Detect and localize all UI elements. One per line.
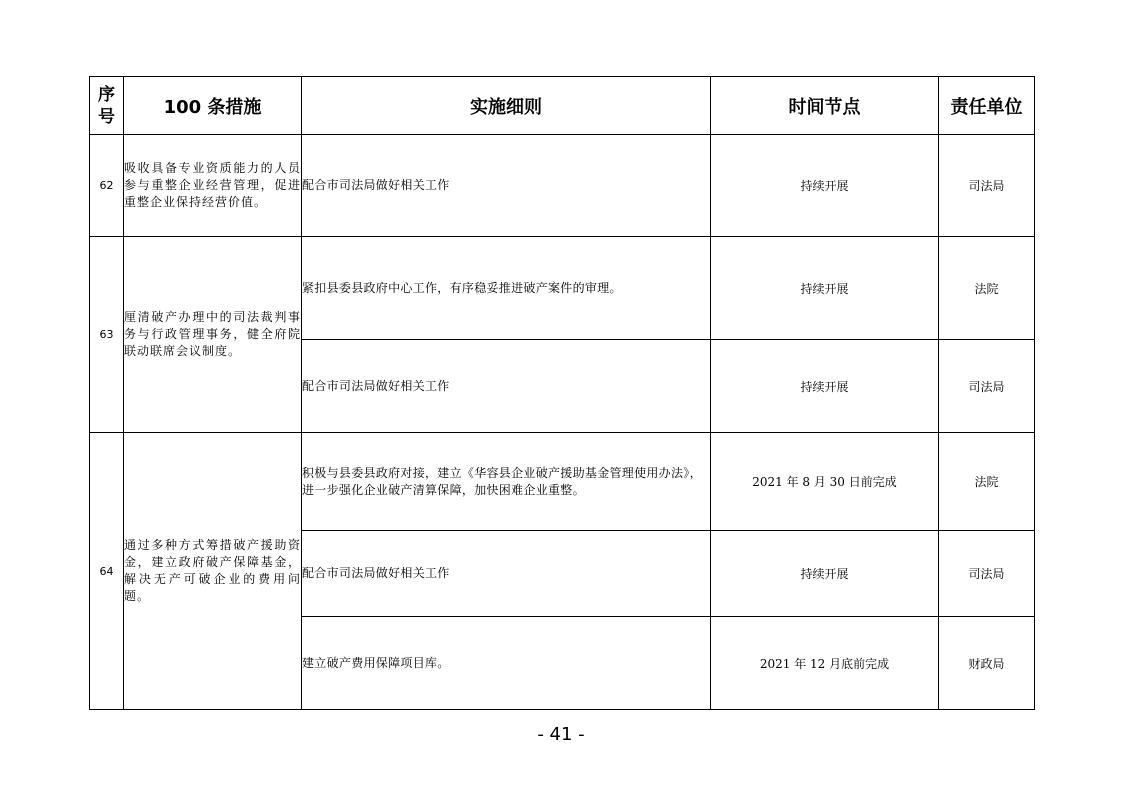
unit-cell: 司法局 (939, 340, 1035, 433)
detail-cell: 积极与县委县政府对接，建立《华容县企业破产援助基金管理使用办法》，进一步强化企业破产清算保障，加快困难企业重整。 (302, 433, 711, 531)
timing-cell: 持续开展 (711, 135, 939, 237)
unit-cell: 法院 (939, 237, 1035, 340)
table-row (90, 433, 1035, 531)
timing-cell: 持续开展 (711, 340, 939, 433)
row-number: 64 (90, 433, 124, 710)
unit-cell: 法院 (939, 433, 1035, 531)
table-row (90, 237, 1035, 340)
page-number: - 41 - (537, 724, 585, 745)
timing-cell: 持续开展 (711, 237, 939, 340)
unit-cell: 财政局 (939, 617, 1035, 710)
detail-cell: 配合市司法局做好相关工作 (302, 531, 711, 617)
table-header-row (90, 77, 1035, 135)
row-number: 63 (90, 237, 124, 433)
header-detail: 实施细则 (302, 77, 711, 135)
header-measure: 100 条措施 (124, 77, 302, 135)
row-number: 62 (90, 135, 124, 237)
timing-cell: 持续开展 (711, 531, 939, 617)
header-timing: 时间节点 (711, 77, 939, 135)
timing-cell: 2021 年 8 月 30 日前完成 (711, 433, 939, 531)
header-unit: 责任单位 (939, 77, 1035, 135)
measure-cell: 厘清破产办理中的司法裁判事务与行政管理事务，健全府院联动联席会议制度。 (124, 237, 302, 433)
measure-cell: 吸收具备专业资质能力的人员参与重整企业经营管理，促进重整企业保持经营价值。 (124, 135, 302, 237)
detail-cell: 配合市司法局做好相关工作 (302, 135, 711, 237)
detail-cell: 紧扣县委县政府中心工作，有序稳妥推进破产案件的审理。 (302, 237, 711, 340)
timing-cell: 2021 年 12 月底前完成 (711, 617, 939, 710)
policy-table (89, 76, 1035, 710)
header-seq: 序号 (90, 77, 124, 135)
detail-cell: 建立破产费用保障项目库。 (302, 617, 711, 710)
unit-cell: 司法局 (939, 135, 1035, 237)
unit-cell: 司法局 (939, 531, 1035, 617)
table-row (90, 135, 1035, 237)
detail-cell: 配合市司法局做好相关工作 (302, 340, 711, 433)
measure-cell: 通过多种方式筹措破产援助资金，建立政府破产保障基金，解决无产可破企业的费用问题。 (124, 433, 302, 710)
